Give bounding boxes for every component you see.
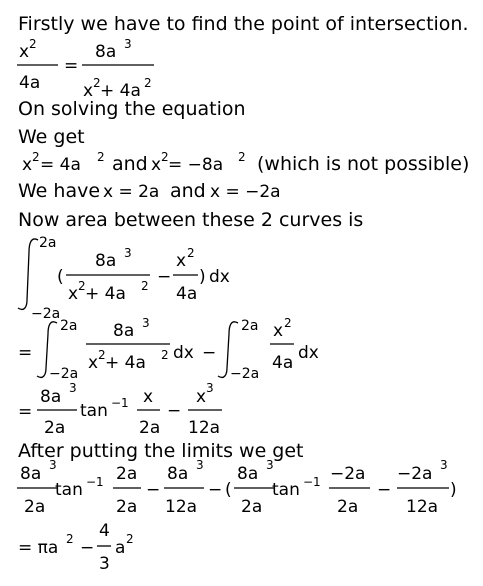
eq1-den-exp2: 2	[144, 76, 152, 90]
int1-den-4a: 4a	[176, 284, 198, 304]
intro-line: Firstly we have to find the point of intersection.	[18, 13, 469, 35]
anti-equals: =	[18, 402, 33, 422]
int1-den-exp: 2	[78, 279, 86, 293]
ev-tan2-exp: −1	[303, 475, 321, 489]
ev-rparen: )	[450, 480, 457, 500]
split1-den-plus: + 4a	[105, 353, 146, 373]
int1-minus: −	[157, 267, 172, 287]
eq1-num-exp: 2	[29, 37, 37, 51]
split2-dx: dx	[298, 343, 319, 363]
final-minus: −	[80, 538, 95, 558]
eq1-equals: =	[64, 56, 79, 76]
final-answer	[18, 521, 134, 574]
anti-frac3-den: 12a	[188, 418, 221, 438]
roots-4a-exp: 2	[97, 150, 105, 164]
integral-expression	[18, 235, 230, 322]
ev-num-exp: 3	[49, 458, 57, 472]
int1-num-x-exp: 2	[187, 246, 195, 260]
ev-num-8a: 8a	[20, 464, 42, 484]
int1-num-exp: 3	[124, 246, 132, 260]
ev-frac6-exp: 3	[440, 458, 448, 472]
roots-x2-exp: 2	[161, 150, 169, 164]
ev-den-2a: 2a	[24, 497, 46, 517]
anti-tan: tan	[80, 401, 108, 421]
split2-num-x: x	[273, 321, 284, 341]
roots-x1-exp: 2	[32, 150, 40, 164]
ev-frac5-num: −2a	[330, 464, 366, 484]
ev-tan2: tan	[272, 480, 300, 500]
ev-frac5-den: 2a	[337, 497, 359, 517]
eq1-den-exp: 2	[93, 76, 101, 90]
ev-frac4-exp: 3	[266, 458, 274, 472]
eq1-num-8a: 8a	[95, 42, 117, 62]
split-equals: =	[18, 343, 33, 363]
int1-den-plus: + 4a	[85, 284, 126, 304]
split1-upper: 2a	[60, 318, 78, 334]
split2-den-4a: 4a	[272, 353, 294, 373]
limits-line	[18, 180, 281, 202]
split1-num-exp: 3	[142, 316, 150, 330]
split1-num-8a: 8a	[113, 321, 135, 341]
after-line: After putting the limits we get	[18, 440, 304, 462]
solving-line: On solving the equation	[18, 98, 246, 120]
integral-dx: dx	[209, 267, 230, 287]
split1-dx: dx	[173, 343, 194, 363]
roots-x2: x	[151, 155, 162, 175]
anti-den-2a: 2a	[44, 418, 66, 438]
ev-frac3-exp: 3	[196, 458, 204, 472]
final-den-3: 3	[99, 554, 110, 574]
split1-den-exp2: 2	[161, 348, 169, 362]
integral-lower: −2a	[31, 306, 61, 322]
ev-lparen: (	[225, 480, 232, 500]
limits-and: and	[170, 180, 206, 202]
roots-eq-neg8a: = −8a	[168, 155, 224, 175]
ev-minus2: −	[208, 480, 223, 500]
split1-den-exp: 2	[98, 348, 106, 362]
anti-minus: −	[167, 401, 182, 421]
ev-frac6-den: 12a	[406, 497, 439, 517]
anti-frac3-num: x	[196, 387, 207, 407]
roots-line	[22, 150, 469, 175]
ev-frac3-num: 8a	[167, 464, 189, 484]
eq1-den-plus: + 4a	[100, 81, 141, 101]
split2-lower: −2a	[230, 366, 260, 382]
eq1-num-x: x	[19, 42, 30, 62]
int1-num-x: x	[176, 251, 187, 271]
int1-den-exp2: 2	[141, 279, 149, 293]
antiderivative-line	[18, 381, 222, 438]
split2-upper: 2a	[241, 318, 259, 334]
ev-frac2-num: 2a	[116, 464, 138, 484]
int1-num-8a: 8a	[95, 251, 117, 271]
roots-8a-exp: 2	[238, 150, 246, 164]
int1-den-x: x	[68, 284, 79, 304]
eq1-den-x: x	[83, 81, 94, 101]
final-a-exp: 2	[126, 532, 134, 546]
ev-frac6-num: −2a	[397, 464, 433, 484]
roots-x1: x	[22, 155, 33, 175]
evaluated-line	[17, 458, 457, 517]
split1-den-x: x	[88, 353, 99, 373]
ev-frac4-den: 2a	[241, 497, 263, 517]
split2-num-exp: 2	[284, 316, 292, 330]
split-minus: −	[202, 343, 217, 363]
final-pi-a-exp: 2	[66, 532, 74, 546]
anti-frac3-exp: 3	[206, 381, 214, 395]
anti-frac2-num: x	[143, 387, 154, 407]
split1-lower: −2a	[49, 366, 79, 382]
roots-and: and	[112, 153, 148, 175]
ev-frac3-den: 12a	[165, 497, 198, 517]
anti-num-exp: 3	[69, 381, 77, 395]
integral-upper: 2a	[39, 235, 57, 251]
ev-minus1: −	[146, 480, 161, 500]
roots-eq-4a: = 4a	[40, 155, 81, 175]
final-a: a	[115, 538, 126, 558]
ev-minus3: −	[377, 480, 392, 500]
split-integrals	[18, 316, 319, 382]
ev-frac4-num: 8a	[237, 464, 259, 484]
x-eq-2a: x = 2a	[103, 182, 160, 202]
eq1-den-4a: 4a	[19, 73, 41, 93]
final-num-4: 4	[99, 521, 110, 541]
final-pi-a: = πa	[18, 538, 59, 558]
intersection-equation	[17, 37, 154, 101]
roots-not-possible: (which is not possible)	[257, 153, 470, 175]
anti-frac2-den: 2a	[139, 418, 161, 438]
ev-tan: tan	[55, 480, 83, 500]
ev-tan-exp: −1	[86, 475, 104, 489]
integral-lparen: (	[57, 267, 64, 287]
anti-tan-exp: −1	[111, 396, 129, 410]
ev-frac2-den: 2a	[116, 497, 138, 517]
integral-rparen: )	[199, 267, 206, 287]
we-have-text: We have	[18, 180, 101, 202]
anti-num-8a: 8a	[40, 387, 62, 407]
area-line: Now area between these 2 curves is	[18, 209, 364, 231]
x-eq-neg2a: x = −2a	[210, 182, 281, 202]
eq1-num-exp3: 3	[124, 37, 132, 51]
we-get-line: We get	[18, 126, 85, 148]
integral-sign	[18, 239, 38, 309]
